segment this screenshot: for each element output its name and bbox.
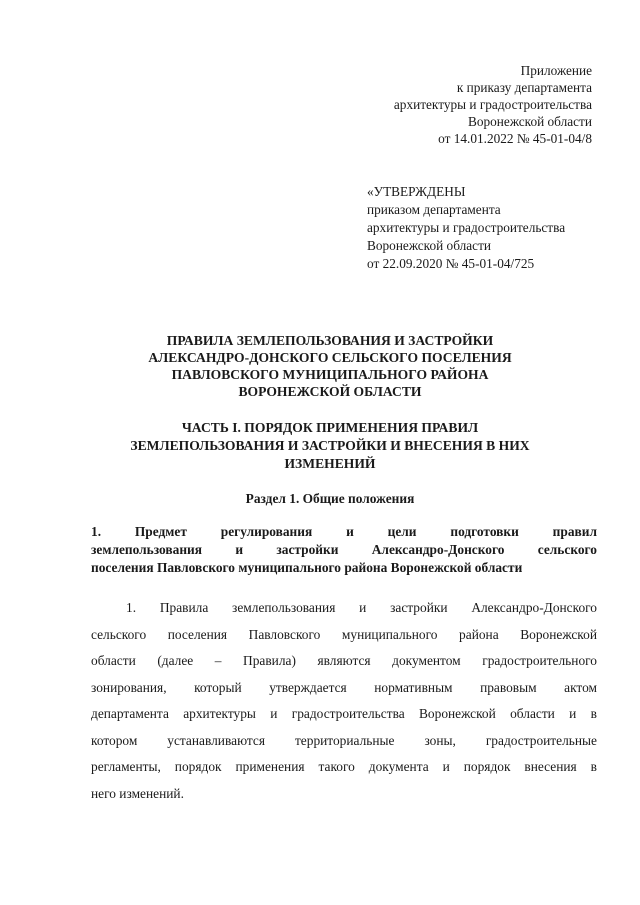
body-line: регламенты, порядок применения такого документа и порядок внесения в: [91, 759, 597, 774]
body-paragraph: [91, 595, 597, 807]
approved-line: Воронежской области: [367, 238, 492, 253]
body-line: котором устанавливаются территориальные зоны, градостроительные: [91, 732, 597, 748]
article-heading-line: 1. Предмет регулирования и цели подготовки правил: [91, 524, 597, 539]
article-heading-line: поселения Павловского муниципального района Воронежской области: [91, 560, 523, 575]
body-line: области (далее – Правила) являются документом градостроительного: [91, 653, 597, 668]
appendix-header: [394, 62, 592, 147]
part-line: ИЗМЕНЕНИЙ: [284, 456, 376, 471]
title-line: ПАВЛОВСКОГО МУНИЦИПАЛЬНОГО РАЙОНА: [171, 367, 489, 382]
title-line: АЛЕКСАНДРО-ДОНСКОГО СЕЛЬСКОГО ПОСЕЛЕНИЯ: [148, 350, 512, 365]
approved-block: [367, 183, 565, 273]
approved-line: «УТВЕРЖДЕНЫ: [367, 184, 466, 199]
section-heading: Раздел 1. Общие положения: [245, 491, 415, 506]
approved-line: архитектуры и градостроительства: [367, 220, 566, 235]
approved-line: от 22.09.2020 № 45-01-04/725: [367, 256, 535, 271]
title-line: ВОРОНЕЖСКОЙ ОБЛАСТИ: [238, 384, 422, 399]
document-title: [90, 332, 570, 400]
approved-line: приказом департамента: [367, 202, 501, 217]
body-line: него изменений.: [91, 785, 184, 801]
appendix-line: Воронежской области: [467, 114, 592, 129]
part-line: ЗЕМЛЕПОЛЬЗОВАНИЯ И ЗАСТРОЙКИ И ВНЕСЕНИЯ В НИХ: [130, 438, 530, 453]
body-line: департамента архитектуры и градостроительства Воронежской области и в: [91, 706, 597, 721]
body-line: 1. Правила землепользования и застройки Александро-Донского: [126, 600, 597, 615]
appendix-line: от 14.01.2022 № 45-01-04/8: [438, 131, 592, 146]
article-heading-line: землепользования и застройки Александро-Донского сельского: [91, 542, 597, 557]
part-line: ЧАСТЬ I. ПОРЯДОК ПРИМЕНЕНИЯ ПРАВИЛ: [181, 420, 479, 435]
appendix-line: архитектуры и градостроительства: [393, 97, 592, 112]
part-heading: [90, 419, 570, 473]
appendix-line: Приложение: [520, 63, 592, 78]
body-line: зонирования, который утверждается нормативным правовым актом: [91, 679, 597, 695]
article-heading: [91, 523, 597, 577]
title-line: ПРАВИЛА ЗЕМЛЕПОЛЬЗОВАНИЯ И ЗАСТРОЙКИ: [166, 333, 494, 348]
appendix-line: к приказу департамента: [456, 80, 592, 95]
body-line: сельского поселения Павловского муниципального района Воронежской: [91, 626, 597, 642]
